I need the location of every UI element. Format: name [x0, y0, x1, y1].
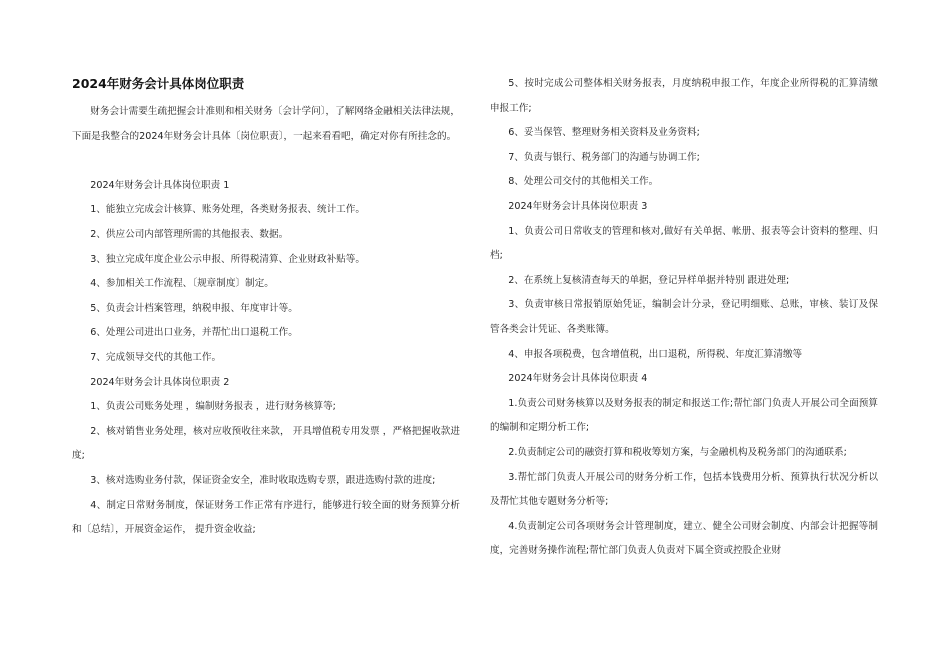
list-item: 8、处理公司交付的其他相关工作。 — [508, 176, 659, 188]
list-item: 2.负责制定公司的融资打算和税收筹划方案，与金融机构及税务部门的沟通联系; — [508, 446, 847, 458]
list-item: 2、核对销售业务处理，核对应收预收往来款， 开具增值税专用发票 ，严格把握收款进度; — [72, 425, 460, 462]
paragraph-spacer — [72, 149, 460, 174]
list-item: 3.帮忙部门负责人开展公司的财务分析工作，包括本钱费用分析、预算执行状况分析以及帮忙其他专题财务分析等; — [490, 471, 878, 508]
list-item: 4.负责制定公司各项财务会计管理制度，建立、健全公司财会制度、内部会计把握等制度，完善财务操作流程;帮忙部门负责人负责对下属全资或控股企业财 — [490, 520, 878, 557]
list-item: 1.负责公司财务核算以及财务报表的制定和报送工作;帮忙部门负责人开展公司全面预算的编制和定期分析工作; — [490, 397, 878, 434]
list-item: 2、在系统上复核清查每天的单据，登记异样单据并特别 跟进处理; — [508, 274, 790, 286]
list-item: 7、负责与银行、税务部门的沟通与协调工作; — [508, 151, 700, 163]
list-item: 1、能独立完成会计核算、账务处理，各类财务报表、统计工作。 — [90, 204, 365, 216]
list-item: 4、参加相关工作流程、〔规章制度〕制定。 — [90, 278, 274, 290]
list-item: 4、申报各项税费，包含增值税，出口退税，所得税、年度汇算清缴等 — [508, 348, 803, 360]
list-item: 6、妥当保管、整理财务相关资料及业务资料; — [508, 127, 700, 139]
list-item: 1、负责公司日常收支的管理和核对,做好有关单据、帐册、报表等会计资料的整理、归档; — [490, 225, 878, 262]
list-item: 2、供应公司内部管理所需的其他报表、数据。 — [90, 228, 289, 240]
section-heading: 2024年财务会计具体岗位职责 2 — [90, 376, 230, 388]
list-item: 5、负责会计档案管理，纳税申报、年度审计等。 — [90, 302, 298, 314]
section-heading: 2024年财务会计具体岗位职责 1 — [90, 179, 230, 191]
list-item: 1、负责公司账务处理 ，编制财务报表 ，进行财务核算等; — [90, 401, 336, 413]
section-heading: 2024年财务会计具体岗位职责 4 — [508, 373, 648, 385]
document-title: 2024年财务会计具体岗位职责 — [72, 76, 245, 91]
list-item: 7、完成领导交代的其他工作。 — [90, 351, 222, 363]
section-heading: 2024年财务会计具体岗位职责 3 — [508, 200, 648, 212]
intro-paragraph: 财务会计需要生疏把握会计准则和相关财务〔会计学问〕，了解网络金融相关法律法规，下面是我整合的2024年财务会计具体〔岗位职责〕，一起来看看吧，确定对你有所挂念的。 — [72, 106, 460, 142]
list-item: 4、制定日常财务制度，保证财务工作正常有序进行，能够进行较全面的财务预算分析和〔总结〕，开展资金运作， 提升资金收益; — [72, 499, 460, 536]
list-item: 5、按时完成公司整体相关财务报表，月度纳税申报工作，年度企业所得税的汇算清缴申报工作; — [490, 78, 878, 114]
list-item: 6、处理公司进出口业务，并帮忙出口退税工作。 — [90, 327, 298, 339]
list-item: 3、核对选购业务付款，保证资金安全，准时收取选购专票，跟进选购付款的进度; — [90, 474, 436, 486]
right-column — [490, 70, 878, 564]
list-item: 3、负责审核日常报销原始凭证，编制会计分录，登记明细账、总账，审核、装订及保管各类会计凭证、各类账簿。 — [490, 299, 878, 335]
list-item: 3、独立完成年度企业公示申报、所得税清算、企业财政补贴等。 — [90, 253, 365, 265]
left-column — [72, 70, 460, 543]
